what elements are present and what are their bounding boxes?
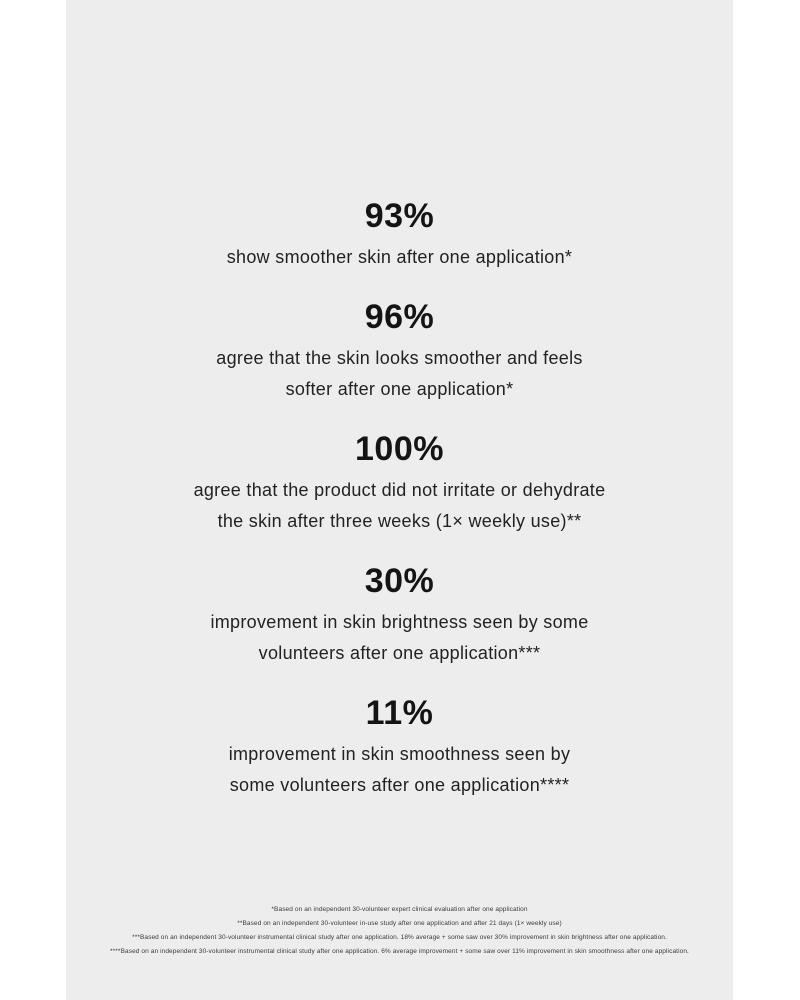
stat-value: 100%: [355, 430, 444, 468]
stat-caption-line: improvement in skin brightness seen by some: [210, 612, 589, 632]
stat-looks-smoother: [66, 297, 733, 405]
footnotes: [66, 903, 733, 959]
stat-caption-line: volunteers after one application***: [258, 643, 541, 663]
footnote-1: *Based on an independent 30-volunteer expert clinical evaluation after one application: [271, 906, 528, 913]
stat-caption-line: the skin after three weeks (1× weekly use)**: [217, 511, 582, 531]
stat-smoother-skin: [66, 196, 733, 273]
stat-value: 96%: [364, 298, 435, 336]
stat-caption-line: show smoother skin after one application*: [226, 247, 573, 267]
stat-caption-line: softer after one application*: [285, 379, 514, 399]
stat-caption-line: agree that the skin looks smoother and feels: [216, 348, 583, 368]
stat-caption-line: improvement in skin smoothness seen by: [228, 744, 571, 764]
stat-brightness: [66, 561, 733, 669]
stat-caption-line: some volunteers after one application****: [229, 775, 570, 795]
claims-panel: [66, 0, 733, 1000]
stat-value: 93%: [364, 197, 435, 235]
footnote-2: **Based on an independent 30-volunteer in-use study after one application and after 21 days (1× weekly use): [237, 920, 562, 927]
stat-value: 30%: [364, 562, 435, 600]
stat-smoothness: [66, 693, 733, 801]
footnote-4: ****Based on an independent 30-volunteer instrumental clinical study after one application. 6% average improvement + some saw over 11% improvement in skin smoothness after one application.: [110, 948, 689, 955]
stat-no-irritation: [66, 429, 733, 537]
stats-list: [66, 196, 733, 825]
footnote-3: ***Based on an independent 30-volunteer instrumental clinical study after one application. 18% average + some saw over 30% improvement in skin brightness after one application.: [132, 934, 667, 941]
stat-caption-line: agree that the product did not irritate or dehydrate: [193, 480, 606, 500]
stat-value: 11%: [365, 694, 434, 732]
